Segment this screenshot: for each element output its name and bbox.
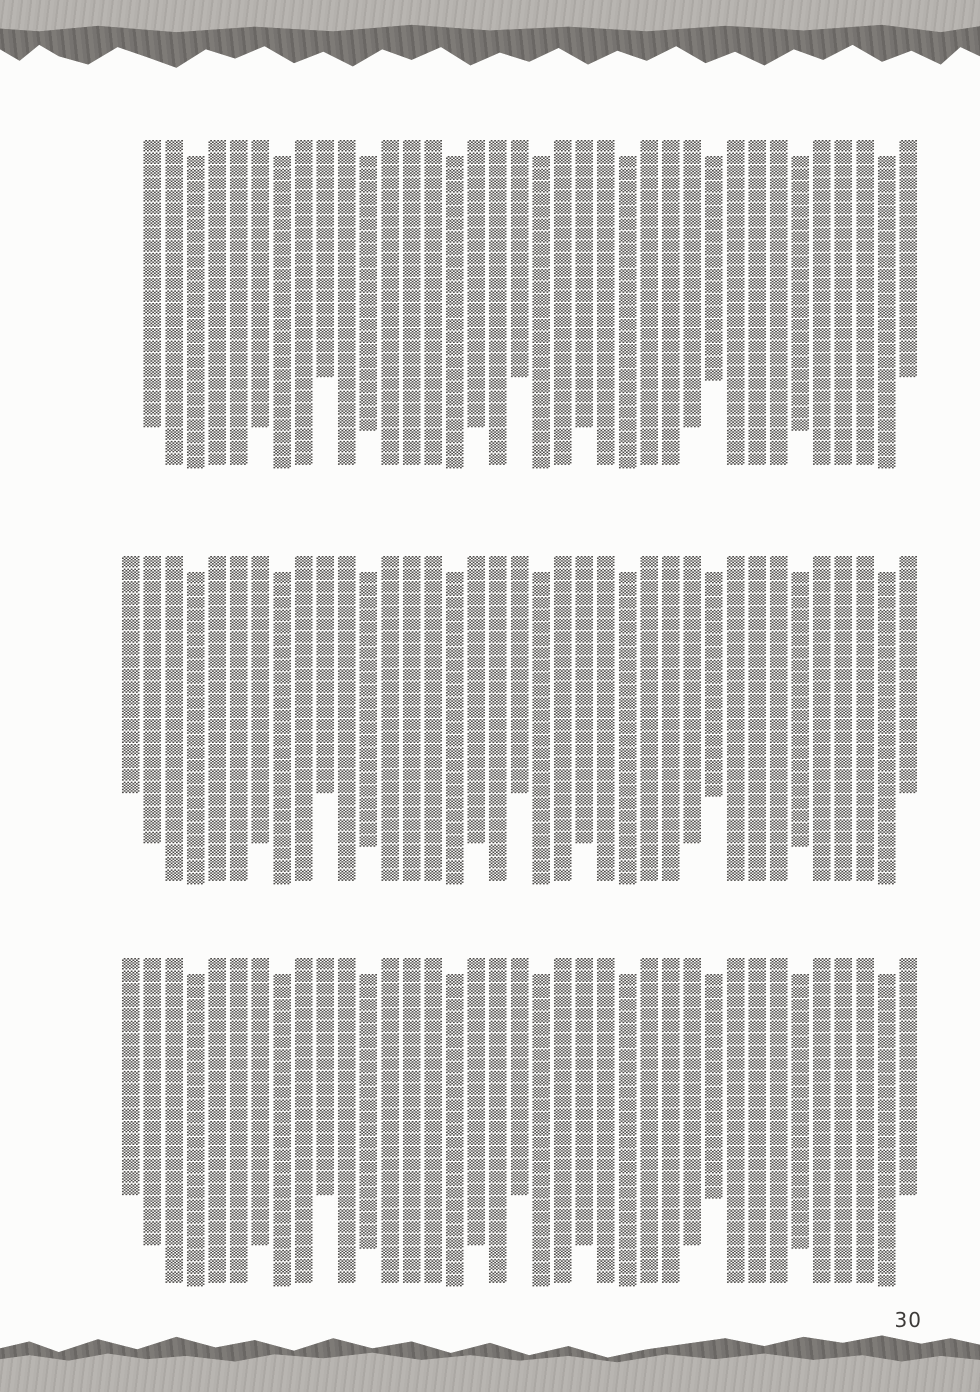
text-column: ▒▒▒▒▒▒▒▒▒▒▒▒▒▒▒▒▒▒▒▒▒▒▒▒▒ [618, 140, 637, 470]
text-column: ▒▒▒▒▒▒▒▒▒▒▒▒▒▒▒▒▒▒▒▒▒▒▒▒▒▒ [812, 140, 831, 466]
text-column: ▒▒▒▒▒▒▒▒▒▒▒▒▒▒▒▒▒▒▒▒▒▒▒▒▒▒ [639, 140, 658, 466]
text-column: ▒▒▒▒▒▒▒▒▒▒▒▒▒▒▒▒▒▒▒ [315, 958, 334, 1197]
text-column: ▒▒▒▒▒▒▒▒▒▒▒▒▒▒▒▒▒▒▒▒▒▒▒▒▒▒ [855, 556, 874, 882]
text-column: ▒▒▒▒▒▒▒▒▒▒▒▒▒▒▒▒▒▒▒▒▒▒▒▒▒▒ [639, 556, 658, 882]
text-column: ▒▒▒▒▒▒▒▒▒▒▒▒▒▒▒▒▒▒▒▒▒▒▒▒▒▒ [380, 958, 399, 1284]
text-column: ▒▒▒▒▒▒▒▒▒▒▒▒▒▒▒▒▒▒▒▒▒▒▒▒▒▒ [726, 958, 745, 1284]
text-column: ▒▒▒▒▒▒▒▒▒▒▒▒▒▒▒▒▒▒▒▒▒▒▒▒▒▒ [553, 958, 572, 1284]
text-column: ▒▒▒▒▒▒▒▒▒▒▒▒▒▒▒▒▒▒▒▒▒▒▒▒▒▒ [402, 958, 421, 1284]
text-column: ▒▒▒▒▒▒▒▒▒▒▒▒▒▒▒▒▒▒▒▒▒▒▒▒▒▒ [164, 556, 183, 882]
text-column: ▒▒▒▒▒▒▒▒▒▒▒▒▒▒▒▒▒▒▒▒▒▒▒ [251, 140, 270, 429]
text-column: ▒▒▒▒▒▒▒▒▒▒▒▒▒▒▒▒▒▒▒▒▒▒▒▒▒▒ [380, 556, 399, 882]
text-column: ▒▒▒▒▒▒▒▒▒▒▒▒▒▒▒▒▒▒▒▒▒▒▒▒▒▒ [294, 556, 313, 882]
text-column: ▒▒▒▒▒▒▒▒▒▒▒▒▒▒▒▒▒▒▒▒▒▒▒▒▒ [531, 140, 550, 470]
text-column: ▒▒▒▒▒▒▒▒▒▒▒▒▒▒▒▒▒▒▒▒▒▒▒▒▒▒ [769, 556, 788, 882]
vertical-text-block-3 [116, 958, 918, 1348]
text-column: ▒▒▒▒▒▒▒▒▒▒▒▒▒▒▒▒▒▒▒▒▒▒▒▒▒▒ [812, 556, 831, 882]
text-column: ▒▒▒▒▒▒▒▒▒▒▒▒▒▒▒▒▒▒▒▒▒▒▒▒▒▒ [229, 958, 248, 1284]
text-column: ▒▒▒▒▒▒▒▒▒▒▒▒▒▒▒▒▒▒▒▒▒▒▒▒▒ [272, 140, 291, 470]
text-column: ▒▒▒▒▒▒▒▒▒▒▒▒▒▒▒▒▒▒▒▒▒▒▒▒▒▒ [337, 556, 356, 882]
text-column: ▒▒▒▒▒▒▒▒▒▒▒▒▒▒▒▒▒▒▒▒▒▒▒▒▒ [618, 958, 637, 1288]
text-column: ▒▒▒▒▒▒▒▒▒▒▒▒▒▒▒▒▒▒▒ [510, 556, 529, 795]
text-column: ▒▒▒▒▒▒▒▒▒▒▒▒▒▒▒▒▒▒▒▒▒▒▒▒▒▒ [164, 140, 183, 466]
text-column: ▒▒▒▒▒▒▒▒▒▒▒▒▒▒▒▒▒▒▒ [510, 958, 529, 1197]
text-column: ▒▒▒▒▒▒▒▒▒▒▒▒▒▒▒▒▒▒▒▒▒▒▒ [467, 140, 486, 429]
text-column: ▒▒▒▒▒▒▒▒▒▒▒▒▒▒▒▒▒▒▒▒▒▒▒▒▒▒ [661, 958, 680, 1284]
text-column: ▒▒▒▒▒▒▒▒▒▒▒▒▒▒▒▒▒▒▒▒▒▒ [791, 140, 810, 432]
text-column: ▒▒▒▒▒▒▒▒▒▒▒▒▒▒▒▒▒▒▒▒▒▒▒▒▒ [186, 958, 205, 1288]
text-column: ▒▒▒▒▒▒▒▒▒▒▒▒▒▒▒▒▒▒▒▒▒▒▒▒▒▒ [639, 958, 658, 1284]
text-column: ▒▒▒▒▒▒▒▒▒▒▒▒▒▒▒▒▒▒▒▒▒▒▒▒▒▒ [747, 556, 766, 882]
text-column: ▒▒▒▒▒▒▒▒▒▒▒▒▒▒▒▒▒▒▒▒▒▒▒▒▒▒ [661, 556, 680, 882]
text-column: ▒▒▒▒▒▒▒▒▒▒▒▒▒▒▒▒▒▒▒▒▒▒▒▒▒▒ [769, 140, 788, 466]
text-column: ▒▒▒▒▒▒▒▒▒▒▒▒▒▒▒▒▒▒▒ [899, 958, 917, 1197]
text-column: ▒▒▒▒▒▒▒▒▒▒▒▒▒▒▒▒▒▒▒ [510, 140, 529, 379]
text-column: ▒▒▒▒▒▒▒▒▒▒▒▒▒▒▒▒▒▒ [704, 140, 723, 382]
text-column: ▒▒▒▒▒▒▒▒▒▒▒▒▒▒▒▒▒▒▒▒▒▒▒▒▒▒ [402, 140, 421, 466]
text-column: ▒▒▒▒▒▒▒▒▒▒▒▒▒▒▒▒▒▒▒▒▒▒▒▒▒ [877, 556, 896, 886]
text-column: ▒▒▒▒▒▒▒▒▒▒▒▒▒▒▒▒▒▒▒▒▒▒ [359, 958, 378, 1250]
text-column: ▒▒▒▒▒▒▒▒▒▒▒▒▒▒▒▒▒▒▒▒▒▒ [359, 556, 378, 848]
text-column: ▒▒▒▒▒▒▒▒▒▒▒▒▒▒▒▒▒▒▒▒▒▒▒▒▒ [186, 556, 205, 886]
text-column: ▒▒▒▒▒▒▒▒▒▒▒▒▒▒▒▒▒▒▒ [899, 556, 917, 795]
vertical-text-block-1 [116, 140, 918, 532]
text-column: ▒▒▒▒▒▒▒▒▒▒▒▒▒▒▒▒▒▒▒▒▒▒▒▒▒▒ [229, 556, 248, 882]
text-column: ▒▒▒▒▒▒▒▒▒▒▒▒▒▒▒▒▒▒▒▒▒▒▒▒▒▒ [294, 958, 313, 1284]
text-column: ▒▒▒▒▒▒▒▒▒▒▒▒▒▒▒▒▒▒▒▒▒▒ [791, 556, 810, 848]
text-column: ▒▒▒▒▒▒▒▒▒▒▒▒▒▒▒▒▒▒ [704, 556, 723, 798]
text-column: ▒▒▒▒▒▒▒▒▒▒▒▒▒▒▒▒▒▒▒▒▒▒▒ [575, 958, 594, 1247]
text-column: ▒▒▒▒▒▒▒▒▒▒▒▒▒▒▒▒▒▒▒▒▒▒▒▒▒▒ [337, 958, 356, 1284]
text-column: ▒▒▒▒▒▒▒▒▒▒▒▒▒▒▒▒▒▒▒▒▒▒▒▒▒▒ [726, 140, 745, 466]
text-column: ▒▒▒▒▒▒▒▒▒▒▒▒▒▒▒▒▒▒▒▒▒▒▒▒▒ [445, 140, 464, 470]
text-column: ▒▒▒▒▒▒▒▒▒▒▒▒▒▒▒▒▒▒▒▒▒▒▒▒▒▒ [553, 556, 572, 882]
text-column: ▒▒▒▒▒▒▒▒▒▒▒▒▒▒▒▒▒▒▒▒▒▒▒▒▒▒ [423, 140, 442, 466]
text-column: ▒▒▒▒▒▒▒▒▒▒▒▒▒▒▒▒▒▒▒ [121, 556, 140, 795]
text-column: ▒▒▒▒▒▒▒▒▒▒▒▒▒▒▒▒▒▒▒▒▒▒▒ [467, 958, 486, 1247]
text-column: ▒▒▒▒▒▒▒▒▒▒▒▒▒▒▒▒▒▒▒▒▒▒▒ [683, 556, 702, 845]
text-column: ▒▒▒▒▒▒▒▒▒▒▒▒▒▒▒▒▒▒▒▒▒▒▒▒▒▒ [661, 140, 680, 466]
text-column: ▒▒▒▒▒▒▒▒▒▒▒▒▒▒▒▒▒▒▒▒▒▒▒▒▒▒ [553, 140, 572, 466]
text-column: ▒▒▒▒▒▒▒▒▒▒▒▒▒▒▒▒▒▒▒▒▒▒▒ [143, 958, 162, 1247]
text-column: ▒▒▒▒▒▒▒▒▒▒▒▒▒▒▒▒▒▒▒▒▒▒▒▒▒▒ [488, 556, 507, 882]
text-column: ▒▒▒▒▒▒▒▒▒▒▒▒▒▒▒▒▒▒▒▒▒▒▒ [575, 140, 594, 429]
text-column: ▒▒▒▒▒▒▒▒▒▒▒▒▒▒▒▒▒▒▒▒▒▒▒▒▒▒ [747, 140, 766, 466]
text-column: ▒▒▒▒▒▒▒▒▒▒▒▒▒▒▒▒▒▒▒▒▒▒▒▒▒▒ [380, 140, 399, 466]
text-column: ▒▒▒▒▒▒▒▒▒▒▒▒▒▒▒▒▒▒▒▒▒▒▒▒▒▒ [164, 958, 183, 1284]
text-column: ▒▒▒▒▒▒▒▒▒▒▒▒▒▒▒▒▒▒▒▒▒▒▒▒▒ [531, 556, 550, 886]
text-column: ▒▒▒▒▒▒▒▒▒▒▒▒▒▒▒▒▒▒▒▒▒▒▒▒▒ [618, 556, 637, 886]
text-column: ▒▒▒▒▒▒▒▒▒▒▒▒▒▒▒▒▒▒▒▒▒▒▒▒▒ [531, 958, 550, 1288]
text-column: ▒▒▒▒▒▒▒▒▒▒▒▒▒▒▒▒▒▒▒▒▒▒▒ [683, 958, 702, 1247]
text-column: ▒▒▒▒▒▒▒▒▒▒▒▒▒▒▒▒▒▒▒▒▒▒▒▒▒ [877, 958, 896, 1288]
text-column: ▒▒▒▒▒▒▒▒▒▒▒▒▒▒▒▒▒▒▒▒▒▒▒▒▒▒ [812, 958, 831, 1284]
text-column: ▒▒▒▒▒▒▒▒▒▒▒▒▒▒▒▒▒▒▒▒▒▒▒▒▒▒ [769, 958, 788, 1284]
text-column: ▒▒▒▒▒▒▒▒▒▒▒▒▒▒▒▒▒▒▒▒▒▒▒▒▒▒ [402, 556, 421, 882]
text-column: ▒▒▒▒▒▒▒▒▒▒▒▒▒▒▒▒▒▒▒▒▒▒▒▒▒▒ [208, 556, 226, 882]
text-column: ▒▒▒▒▒▒▒▒▒▒▒▒▒▒▒▒▒▒▒▒▒▒▒▒▒▒ [855, 958, 874, 1284]
text-column: ▒▒▒▒▒▒▒▒▒▒▒▒▒▒▒▒▒▒▒ [899, 140, 917, 379]
text-column: ▒▒▒▒▒▒▒▒▒▒▒▒▒▒▒▒▒▒▒▒▒▒▒▒▒▒ [488, 140, 507, 466]
text-column: ▒▒▒▒▒▒▒▒▒▒▒▒▒▒▒▒▒▒▒▒▒▒▒▒▒▒ [596, 140, 615, 466]
text-column: ▒▒▒▒▒▒▒▒▒▒▒▒▒▒▒▒▒▒▒▒▒▒▒▒▒▒ [726, 556, 745, 882]
text-column: ▒▒▒▒▒▒▒▒▒▒▒▒▒▒▒▒▒▒▒▒▒▒▒ [143, 556, 162, 845]
text-column: ▒▒▒▒▒▒▒▒▒▒▒▒▒▒▒▒▒▒▒▒▒▒ [359, 140, 378, 432]
text-column: ▒▒▒▒▒▒▒▒▒▒▒▒▒▒▒▒▒▒▒▒▒▒▒▒▒▒ [488, 958, 507, 1284]
text-column: ▒▒▒▒▒▒▒▒▒▒▒▒▒▒▒▒▒▒▒▒▒▒▒▒▒▒ [834, 556, 853, 882]
text-column: ▒▒▒▒▒▒▒▒▒▒▒▒▒▒▒▒▒▒▒▒▒▒▒▒▒▒ [834, 958, 853, 1284]
text-column: ▒▒▒▒▒▒▒▒▒▒▒▒▒▒▒▒▒▒▒ [315, 556, 334, 795]
text-column: ▒▒▒▒▒▒▒▒▒▒▒▒▒▒▒▒▒▒▒▒▒▒▒▒▒ [877, 140, 896, 470]
text-column: ▒▒▒▒▒▒▒▒▒▒▒▒▒▒▒▒▒▒▒▒▒▒▒▒▒ [445, 958, 464, 1288]
text-column: ▒▒▒▒▒▒▒▒▒▒▒▒▒▒▒▒▒▒▒ [121, 958, 140, 1197]
text-column: ▒▒▒▒▒▒▒▒▒▒▒▒▒▒▒▒▒▒ [704, 958, 723, 1200]
text-column: ▒▒▒▒▒▒▒▒▒▒▒▒▒▒▒▒▒▒▒▒▒▒▒▒▒ [445, 556, 464, 886]
text-column: ▒▒▒▒▒▒▒▒▒▒▒▒▒▒▒▒▒▒▒▒▒▒▒▒▒▒ [596, 556, 615, 882]
text-column: ▒▒▒▒▒▒▒▒▒▒▒▒▒▒▒▒▒▒▒▒▒▒ [791, 958, 810, 1250]
text-column: ▒▒▒▒▒▒▒▒▒▒▒▒▒▒▒▒▒▒▒▒▒▒▒▒▒▒ [834, 140, 853, 466]
text-column: ▒▒▒▒▒▒▒▒▒▒▒▒▒▒▒▒▒▒▒▒▒▒▒▒▒▒ [855, 140, 874, 466]
text-column: ▒▒▒▒▒▒▒▒▒▒▒▒▒▒▒▒▒▒▒▒▒▒▒▒▒▒ [423, 958, 442, 1284]
text-column: ▒▒▒▒▒▒▒▒▒▒▒▒▒▒▒▒▒▒▒▒▒▒▒▒▒▒ [208, 140, 226, 466]
text-column: ▒▒▒▒▒▒▒▒▒▒▒▒▒▒▒▒▒▒▒▒▒▒▒ [683, 140, 702, 429]
text-column: ▒▒▒▒▒▒▒▒▒▒▒▒▒▒▒▒▒▒▒▒▒▒▒ [251, 958, 270, 1247]
text-column: ▒▒▒▒▒▒▒▒▒▒▒▒▒▒▒▒▒▒▒▒▒▒▒▒▒▒ [423, 556, 442, 882]
scan-band-top-torn-edge [0, 24, 980, 70]
text-column: ▒▒▒▒▒▒▒▒▒▒▒▒▒▒▒▒▒▒▒▒▒▒▒▒▒▒ [337, 140, 356, 466]
text-column: ▒▒▒▒▒▒▒▒▒▒▒▒▒▒▒▒▒▒▒ [315, 140, 334, 379]
text-column: ▒▒▒▒▒▒▒▒▒▒▒▒▒▒▒▒▒▒▒▒▒▒▒▒▒▒ [208, 958, 226, 1284]
text-column: ▒▒▒▒▒▒▒▒▒▒▒▒▒▒▒▒▒▒▒▒▒▒▒▒▒ [272, 958, 291, 1288]
text-column: ▒▒▒▒▒▒▒▒▒▒▒▒▒▒▒▒▒▒▒▒▒▒▒▒▒▒ [294, 140, 313, 466]
text-column: ▒▒▒▒▒▒▒▒▒▒▒▒▒▒▒▒▒▒▒▒▒▒▒ [251, 556, 270, 845]
vertical-text-block-2 [116, 556, 918, 948]
text-column: ▒▒▒▒▒▒▒▒▒▒▒▒▒▒▒▒▒▒▒▒▒▒▒ [575, 556, 594, 845]
text-column: ▒▒▒▒▒▒▒▒▒▒▒▒▒▒▒▒▒▒▒▒▒▒▒▒▒▒ [747, 958, 766, 1284]
text-column: ▒▒▒▒▒▒▒▒▒▒▒▒▒▒▒▒▒▒▒▒▒▒▒▒▒ [186, 140, 205, 470]
text-column: ▒▒▒▒▒▒▒▒▒▒▒▒▒▒▒▒▒▒▒▒▒▒▒▒▒▒ [596, 958, 615, 1284]
text-column: ▒▒▒▒▒▒▒▒▒▒▒▒▒▒▒▒▒▒▒▒▒▒▒▒▒▒ [229, 140, 248, 466]
text-column: ▒▒▒▒▒▒▒▒▒▒▒▒▒▒▒▒▒▒▒▒▒▒▒▒▒ [272, 556, 291, 886]
text-column: ▒▒▒▒▒▒▒▒▒▒▒▒▒▒▒▒▒▒▒▒▒▒▒ [143, 140, 162, 429]
page-number: 30 [894, 1308, 922, 1332]
text-column: ▒▒▒▒▒▒▒▒▒▒▒▒▒▒▒▒▒▒▒▒▒▒▒ [467, 556, 486, 845]
